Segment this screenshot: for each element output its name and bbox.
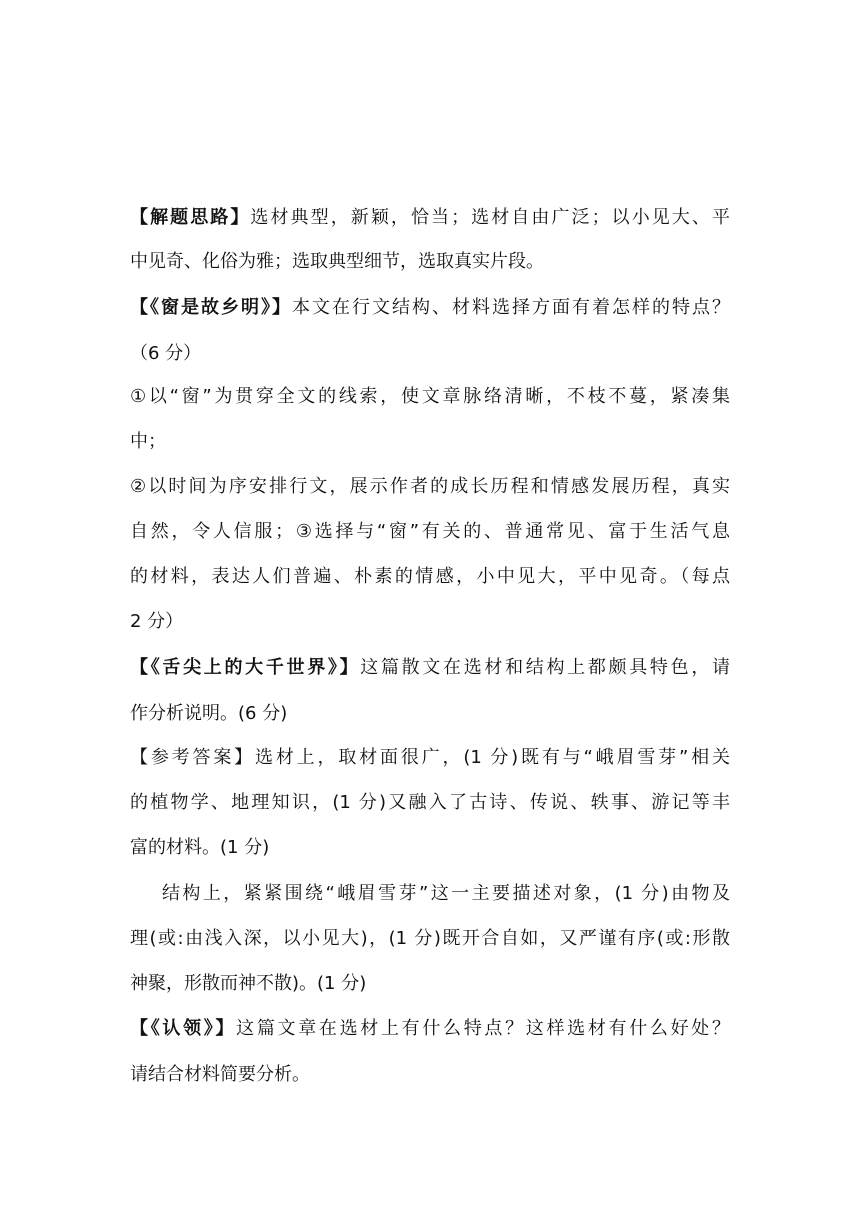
- question-text: 这篇文章在选材上有什么特点？这样选材有什么好处？: [236, 1018, 731, 1039]
- answer-line: 的材料，表达人们普遍、朴素的情感，小中见大，平中见奇。（每点: [130, 566, 730, 587]
- paragraph-line: [130, 656, 730, 680]
- paragraph-line: 请结合材料简要分析。: [130, 1064, 310, 1085]
- paragraph-line: [130, 296, 730, 320]
- answer-line: 神聚，形散而神不散)。(1 分): [130, 973, 367, 994]
- section-label: 【《认领》】: [130, 1018, 237, 1039]
- paragraph-line: 中见奇、化俗为雅；选取典型细节，选取真实片段。: [130, 251, 544, 272]
- answer-line: [130, 746, 730, 770]
- paragraph-line: [130, 1017, 730, 1041]
- question-text: 这篇散文在选材和结构上都颇具特色，请: [360, 657, 731, 678]
- points-text: （6 分）: [130, 343, 202, 364]
- text: 选材典型，新颖，恰当；选材自由广泛；以小见大、平: [250, 207, 731, 228]
- section-label: 【解题思路】: [130, 207, 251, 228]
- answer-text: 选材上，取材面很广，(1 分)既有与“峨眉雪芽”相关: [255, 747, 731, 768]
- answer-line: ②以时间为序安排行文，展示作者的成长历程和情感发展历程，真实: [130, 476, 730, 497]
- answer-line: 富的材料。(1 分): [130, 837, 270, 858]
- answer-line: 结构上，紧紧围绕“峨眉雪芽”这一主要描述对象，(1 分)由物及: [162, 883, 730, 904]
- answer-line: ①以“窗”为贯穿全文的线索，使文章脉络清晰，不枝不蔓，紧凑集: [130, 386, 730, 407]
- paragraph-line: 作分析说明。(6 分): [130, 703, 288, 724]
- answer-line: 2 分）: [130, 611, 184, 632]
- answer-label: 【参考答案】: [130, 747, 255, 768]
- answer-line: 理(或:由浅入深，以小见大)，(1 分)既开合自如，又严谨有序(或:形散: [130, 928, 730, 949]
- answer-line: 的植物学、地理知识，(1 分)又融入了古诗、传说、轶事、游记等丰: [130, 792, 730, 813]
- paragraph-line: [130, 206, 730, 230]
- question-text: 本文在行文结构、材料选择方面有着怎样的特点？: [292, 297, 730, 318]
- answer-line: 自然，令人信服；③选择与“窗”有关的、普通常见、富于生活气息: [130, 521, 730, 542]
- section-label: 【《舌尖上的大千世界》】: [130, 657, 361, 678]
- section-label: 【《窗是故乡明》】: [130, 297, 292, 318]
- answer-line: 中；: [130, 431, 166, 452]
